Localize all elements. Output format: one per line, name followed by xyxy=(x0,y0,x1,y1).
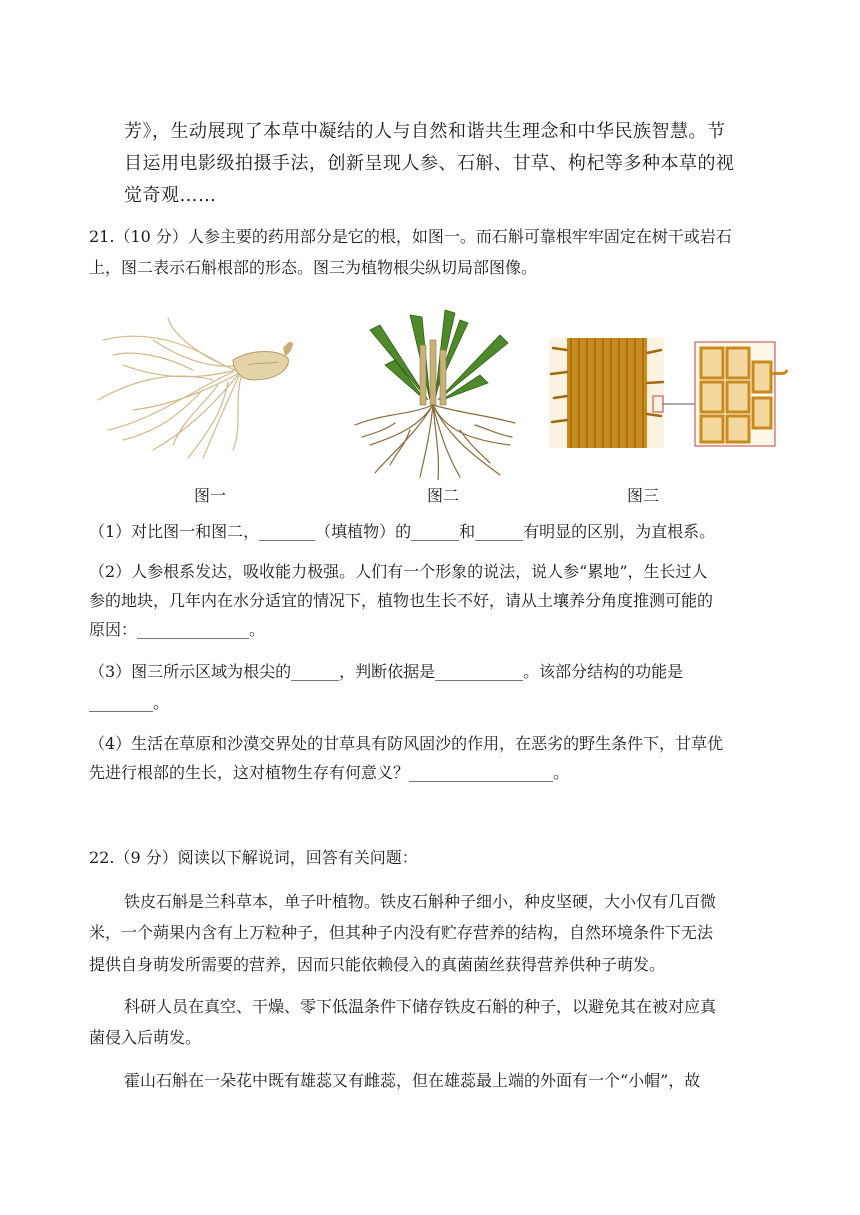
q22-para1: 米，一个蒴果内含有上万粒种子，但其种子内没有贮存营养的结构，自然环境条件下无法 xyxy=(89,923,714,942)
dendrobium-root-image xyxy=(350,305,520,480)
q21-sub2: 原因：______________。 xyxy=(89,620,266,639)
ginseng-root-image xyxy=(93,310,298,460)
q21-sub2: （2）人参根系发达，吸收能力极强。人们有一个形象的说法，说人参“累地”，生长过人 xyxy=(89,562,708,581)
q22-para3: 霍山石斛在一朵花中既有雄蕊又有雌蕊，但在雄蕊最上端的外面有一个“小帽”，故 xyxy=(124,1071,701,1090)
q21-sub4: （4）生活在草原和沙漠交界处的甘草具有防风固沙的作用，在恶劣的野生条件下，甘草优 xyxy=(89,734,724,753)
q21-sub1: （1）对比图一和图二，_______（填植物）的______和______有明显的区别，为直根系。 xyxy=(89,522,716,541)
q22-para2: 菌侵入后萌发。 xyxy=(89,1028,202,1047)
q21-stem: 21.（10 分）人参主要的药用部分是它的根，如图一。而石斛可靠根牢牢固定在树干或岩石 xyxy=(89,227,732,246)
q22-para1: 铁皮石斛是兰科草本，单子叶植物。铁皮石斛种子细小，种皮坚硬，大小仅有几百微 xyxy=(124,892,717,911)
intro-line: 目运用电影级拍摄手法，创新呈现人参、石斛、甘草、枸杞等多种本草的视 xyxy=(124,153,735,174)
q22-stem: 22.（9 分）阅读以下解说词，回答有关问题： xyxy=(89,848,418,867)
q21-stem: 上，图二表示石斛根部的形态。图三为植物根尖纵切局部图像。 xyxy=(89,258,538,277)
figure-1-caption: 图一 xyxy=(193,486,226,505)
q21-sub4: 先进行根部的生长，这对植物生存有何意义？__________________。 xyxy=(89,763,570,782)
q21-sub3: （3）图三所示区域为根尖的______，判断依据是___________。该部分结构的功能是 xyxy=(89,662,684,681)
root-tip-section-image xyxy=(549,338,789,450)
intro-line: 觉奇观…… xyxy=(124,185,217,206)
q21-sub3: ________。 xyxy=(89,693,170,712)
q22-para1: 提供自身萌发所需要的营养，因而只能依赖侵入的真菌菌丝获得营养供种子萌发。 xyxy=(89,955,666,974)
intro-line: 芳》，生动展现了本草中凝结的人与自然和谐共生理念和中华民族智慧。节 xyxy=(124,121,726,142)
q22-para2: 科研人员在真空、干燥、零下低温条件下储存铁皮石斛的种子，以避免其在被对应真 xyxy=(124,997,717,1016)
figure-2-caption: 图二 xyxy=(426,486,459,505)
q21-sub2: 参的地块，几年内在水分适宜的情况下，植物也生长不好，请从土壤养分角度推测可能的 xyxy=(89,591,714,610)
figure-3-caption: 图三 xyxy=(626,486,659,505)
